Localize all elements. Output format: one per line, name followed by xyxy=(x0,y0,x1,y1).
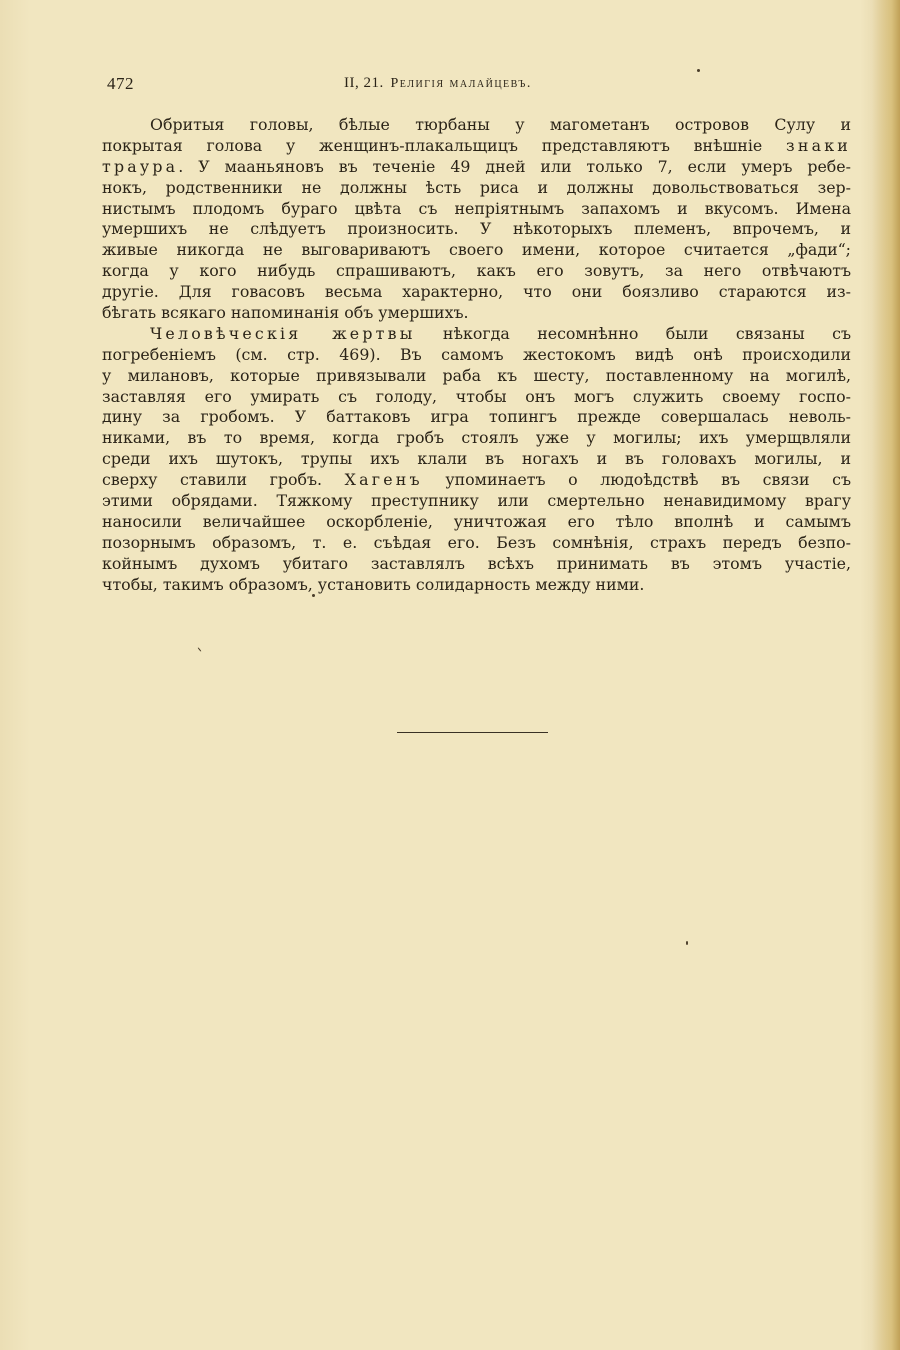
text-line xyxy=(102,324,851,345)
text-run: койнымъ духомъ убитаго заставлялъ всѣхъ принимать въ этомъ участіе, xyxy=(102,553,851,573)
text-line xyxy=(102,491,851,512)
text-line xyxy=(102,345,851,366)
paper-speck xyxy=(312,594,315,597)
spaced-emphasis: Человѣческія жертвы xyxy=(150,323,416,343)
chapter-title: Религія малайцевъ. xyxy=(390,76,532,91)
text-run: когда у кого нибудь спрашиваютъ, какъ его зовутъ, за него отвѣчаютъ xyxy=(102,261,851,281)
text-run: бѣгать всякаго напоминанія объ умершихъ. xyxy=(102,303,469,323)
text-line xyxy=(102,387,851,408)
text-line xyxy=(102,219,851,240)
text-line xyxy=(102,303,851,324)
text-run: заставляя его умирать съ голоду, чтобы онъ могъ служить своему госпо- xyxy=(102,386,851,406)
text-line xyxy=(102,428,851,449)
text-run: этими обрядами. Тяжкому преступнику или смертельно ненавидимому врагу xyxy=(102,491,851,511)
text-run: упоминаетъ о людоѣдствѣ въ связи съ xyxy=(422,470,851,490)
running-header xyxy=(107,74,852,96)
text-run: другіе. Для говасовъ весьма характерно, что они боязливо стараются из- xyxy=(102,282,851,302)
text-run: нѣкогда несомнѣнно были связаны съ xyxy=(415,323,851,343)
text-line xyxy=(102,136,851,157)
text-line xyxy=(102,178,851,199)
text-line xyxy=(102,157,851,178)
text-line xyxy=(102,261,851,282)
text-run: умершихъ не слѣдуетъ произносить. У нѣкоторыхъ племенъ, впрочемъ, и xyxy=(102,219,851,239)
text-run: нокъ, родственники не должны ѣсть риса и должны довольствоваться зер- xyxy=(102,177,851,197)
body-text xyxy=(102,115,851,595)
spaced-emphasis: знаки xyxy=(786,135,851,155)
text-run: наносили величайшее оскорбленіе, уничтожая его тѣло вполнѣ и самымъ xyxy=(102,511,851,531)
text-line xyxy=(102,199,851,220)
text-run: сверху ставили гробъ. xyxy=(102,470,345,490)
text-run: покрытая голова у женщинъ-плакальщицъ представляютъ внѣшніе xyxy=(102,135,787,155)
text-run: живые никогда не выговариваютъ своего имени, которое считается „фади“; xyxy=(102,240,851,260)
text-line xyxy=(102,512,851,533)
text-line xyxy=(102,470,851,491)
text-line xyxy=(102,575,851,596)
paper-speck xyxy=(198,647,202,651)
text-line xyxy=(102,554,851,575)
paper-speck xyxy=(697,69,700,72)
text-run: чтобы, такимъ образомъ, установить солидарность между ними. xyxy=(102,574,645,594)
text-run: дину за гробомъ. У баттаковъ игра топингъ прежде совершалась неволь- xyxy=(102,407,851,427)
spaced-emphasis: траура xyxy=(102,156,179,176)
text-line xyxy=(102,282,851,303)
section-ref: II, 21. xyxy=(344,75,384,91)
text-line xyxy=(102,533,851,554)
page-number: 472 xyxy=(107,74,134,93)
text-run: Обритыя головы, бѣлые тюрбаны у магометанъ островов Сулу и xyxy=(150,115,851,134)
page-edge-shadow xyxy=(872,0,900,1350)
section-end-rule xyxy=(397,732,548,733)
spaced-emphasis: Хагенъ xyxy=(344,470,423,490)
running-title xyxy=(344,75,532,92)
text-line xyxy=(102,449,851,470)
text-run: нистымъ плодомъ бураго цвѣта съ непріятнымъ запахомъ и вкусомъ. Имена xyxy=(102,198,851,218)
text-run: у милановъ, которые привязывали раба къ шесту, поставленному на могилѣ, xyxy=(102,365,851,385)
text-run: никами, въ то время, когда гробъ стоялъ уже у могилы; ихъ умерщвляли xyxy=(102,428,851,448)
text-line xyxy=(102,366,851,387)
paper-speck xyxy=(686,941,688,945)
text-line xyxy=(102,407,851,428)
text-line xyxy=(102,115,851,136)
text-run: среди ихъ шутокъ, трупы ихъ клали въ ногахъ и въ головахъ могилы, и xyxy=(102,449,851,469)
text-run: позорнымъ образомъ, т. е. съѣдая его. Безъ сомнѣнія, страхъ передъ безпо- xyxy=(102,532,851,552)
text-run: погребеніемъ (см. стр. 469). Въ самомъ жестокомъ видѣ онѣ происходили xyxy=(102,344,851,364)
text-line xyxy=(102,240,851,261)
text-run: . У мааньяновъ въ теченіе 49 дней или только 7, если умеръ ребе- xyxy=(178,156,851,176)
